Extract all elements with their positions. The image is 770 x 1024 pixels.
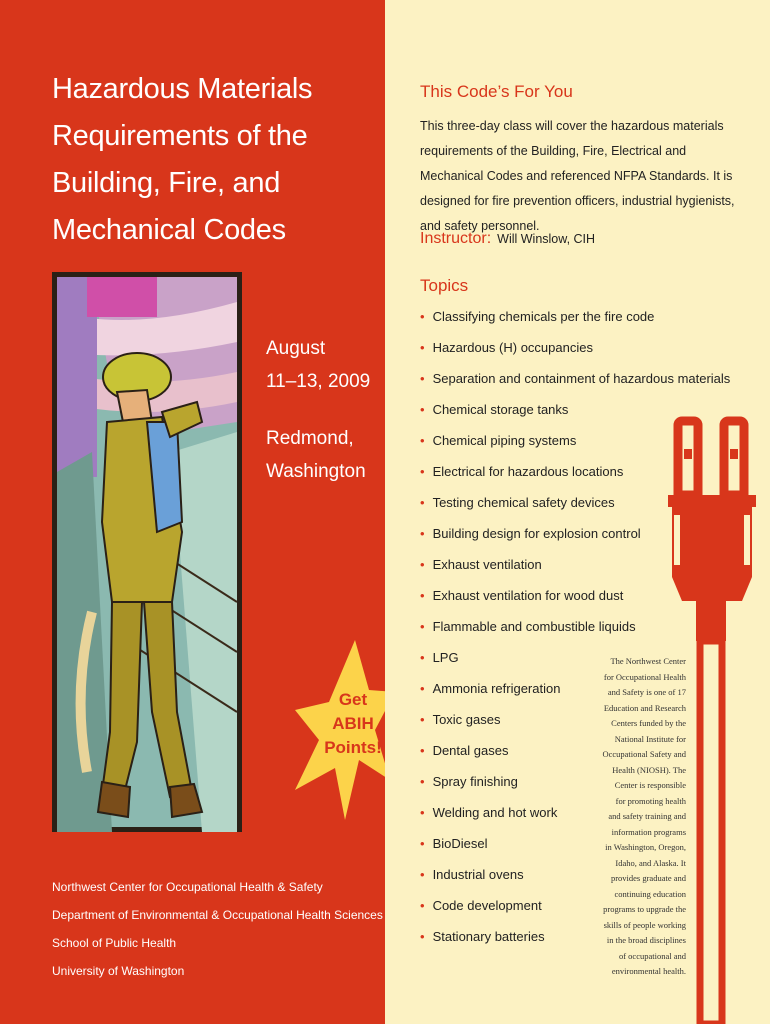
bullet-icon: • (420, 929, 425, 944)
bullet-icon: • (420, 495, 425, 510)
bullet-icon: • (420, 836, 425, 851)
badge-line: Points! (324, 738, 382, 757)
intro-body: This three-day class will cover the hazardous materials requirements of the Building, Fire, Electrical and Mechanical Codes and referenced NFPA Standards. It is designed for fire prevention officers, industrial hygienists, and safety personnel. (420, 119, 735, 233)
page-title (52, 66, 352, 254)
bullet-icon: • (420, 650, 425, 665)
org-line: University of Washington (52, 964, 185, 978)
bullet-icon: • (420, 681, 425, 696)
description-line: and safety training and (608, 811, 686, 821)
topic-label: LPG (432, 650, 459, 665)
description-line: environmental health. (611, 966, 686, 976)
description-line: programs to upgrade the (603, 904, 686, 914)
topic-label: Exhaust ventilation for wood dust (432, 588, 624, 603)
topic-item (420, 306, 730, 337)
bullet-icon: • (420, 309, 425, 324)
title-line: Hazardous Materials (52, 73, 313, 105)
bullet-icon: • (420, 433, 425, 448)
topic-label: Industrial ovens (432, 867, 524, 882)
description-line: Center is responsible (614, 780, 686, 790)
description-line: Idaho, and Alaska. It (615, 857, 686, 868)
description-line: Centers funded by the (611, 718, 686, 728)
topic-label: Welding and hot work (432, 805, 558, 820)
event-location: Washington (266, 461, 366, 482)
bullet-icon: • (420, 712, 425, 727)
intro-heading: This Code’s For You (420, 82, 573, 101)
topic-label: BioDiesel (432, 836, 488, 851)
description-line: skills of people working (603, 919, 686, 930)
description-line: National Institute for (614, 733, 686, 744)
bullet-icon: • (420, 805, 425, 820)
center-description (600, 654, 686, 980)
event-details (266, 332, 370, 488)
bullet-icon: • (420, 526, 425, 541)
title-line: Mechanical Codes (52, 214, 286, 246)
topic-label: Electrical for hazardous locations (432, 464, 624, 479)
title-line: Building, Fire, and (52, 167, 281, 199)
description-line: Education and Research (603, 702, 686, 713)
topic-label: Hazardous (H) occupancies (432, 340, 593, 355)
instructor-name: Will Winslow, CIH (497, 232, 596, 246)
bullet-icon: • (420, 743, 425, 758)
badge-line: ABIH (332, 714, 374, 733)
description-line: in the broad disciplines (606, 935, 686, 945)
bullet-icon: • (420, 867, 425, 882)
bullet-icon: • (420, 774, 425, 789)
bullet-icon: • (420, 619, 425, 634)
description-line: for Occupational Health (603, 671, 686, 682)
description-line: Health (NIOSH). The (612, 764, 686, 775)
instructor-label: Instructor: (420, 230, 492, 247)
topics-heading: Topics (420, 276, 469, 295)
topic-label: Classifying chemicals per the fire code (432, 309, 655, 324)
bullet-icon: • (420, 898, 425, 913)
bullet-icon: • (420, 402, 425, 417)
topic-label: Stationary batteries (432, 929, 545, 944)
bullet-icon: • (420, 588, 425, 603)
bullet-icon: • (420, 371, 425, 386)
org-line: School of Public Health (52, 936, 177, 950)
bullet-icon: • (420, 464, 425, 479)
topic-label: Separation and containment of hazardous materials (432, 371, 731, 386)
description-line: of occupational and (618, 950, 686, 961)
event-location: Redmond, (266, 428, 354, 449)
organization-list (52, 873, 383, 985)
org-line: Northwest Center for Occupational Health & Safety (52, 880, 323, 894)
topic-label: Chemical piping systems (432, 433, 577, 448)
org-line: Department of Environmental & Occupational Health Sciences (52, 908, 383, 922)
firefighter-illustration (52, 272, 242, 832)
description-line: provides graduate and (610, 873, 686, 883)
abih-badge (323, 688, 383, 760)
description-line: in Washington, Oregon, (605, 842, 686, 852)
bullet-icon: • (420, 557, 425, 572)
description-line: information programs (611, 826, 686, 837)
description-line: The Northwest Center (610, 656, 686, 666)
topic-label: Testing chemical safety devices (432, 495, 615, 510)
topic-label: Dental gases (432, 743, 509, 758)
topic-label: Ammonia refrigeration (432, 681, 561, 696)
description-line: continuing education (614, 888, 686, 899)
topic-label: Code development (432, 898, 542, 913)
instructor (420, 230, 595, 248)
topic-label: Chemical storage tanks (432, 402, 569, 417)
topic-item (420, 337, 730, 368)
topic-label: Toxic gases (432, 712, 501, 727)
topic-label: Building design for explosion control (432, 526, 641, 541)
event-date: 11–13, 2009 (266, 371, 371, 392)
topic-label: Flammable and combustible liquids (432, 619, 636, 634)
event-date: August (266, 338, 326, 359)
description-line: and Safety is one of 17 (607, 687, 686, 697)
title-line: Requirements of the (52, 120, 308, 152)
description-line: Occupational Safety and (602, 749, 686, 759)
bullet-icon: • (420, 340, 425, 355)
description-line: for promoting health (615, 795, 686, 806)
topic-item (420, 368, 730, 399)
badge-line: Get (338, 690, 368, 709)
topic-label: Spray finishing (432, 774, 518, 789)
topic-label: Exhaust ventilation (432, 557, 542, 572)
